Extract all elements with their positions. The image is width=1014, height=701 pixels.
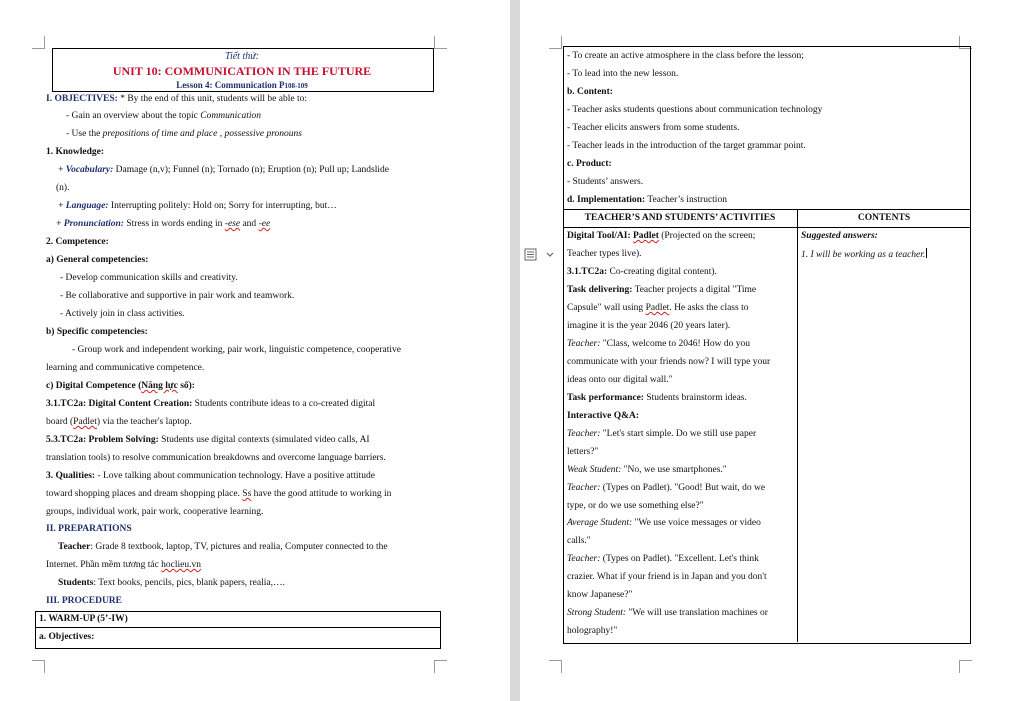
vocabulary-line-cont: (n). bbox=[56, 183, 70, 193]
suggested-answers-label: Suggested answers: bbox=[801, 231, 878, 241]
objective-item: - Use the prepositions of time and place , possessive pronouns bbox=[66, 129, 302, 139]
table-divider bbox=[35, 627, 440, 628]
activity-line: type, or do we use something else?" bbox=[567, 501, 704, 511]
digital-competence-heading: c) Digital Competence (Năng lực số): bbox=[46, 381, 195, 391]
activity-line: know Japanese?" bbox=[567, 590, 633, 600]
students-prep: Students: Text books, pencils, pics, blank papers, realia,…. bbox=[58, 578, 285, 588]
text-cursor bbox=[926, 248, 927, 258]
pronunciation-line: + Pronunciation: Stress in words ending in -ese and -ee bbox=[56, 219, 271, 229]
lesson-title: Lesson 4: Communication P108-109 bbox=[176, 80, 308, 90]
activity-line: 3.1.TC2a: Co-creating digital content). bbox=[567, 267, 717, 277]
page-gutter bbox=[510, 0, 520, 701]
crop-mark bbox=[434, 36, 447, 49]
unit-title: UNIT 10: COMMUNICATION IN THE FUTURE bbox=[112, 64, 372, 78]
language-line: + Language: Interrupting politely: Hold on; Sorry for interrupting, but… bbox=[58, 201, 337, 211]
teacher-prep: Teacher: Grade 8 textbook, laptop, TV, pictures and realia, Computer connected to the bbox=[58, 542, 388, 552]
vocabulary-line: + Vocabulary: Damage (n,v); Funnel (n); Tornado (n); Eruption (n); Pull up; Landslide bbox=[58, 165, 389, 175]
activity-line: ideas onto our digital wall." bbox=[567, 375, 673, 385]
warmup-heading: 1. WARM-UP (5’-IW) bbox=[39, 614, 128, 624]
activity-line: Weak Student: "No, we use smartphones." bbox=[567, 465, 727, 475]
qualities-line-cont: toward shopping places and dream shopping place. Ss have the good attitude to working in bbox=[46, 489, 392, 499]
crop-mark bbox=[549, 36, 562, 49]
specific-item-cont: learning and communicative competence. bbox=[46, 363, 205, 373]
product-item: - Students’ answers. bbox=[567, 177, 644, 187]
col-header-contents: CONTENTS bbox=[857, 213, 911, 223]
activity-line: holography!" bbox=[567, 626, 618, 636]
content-item: - Teacher elicits answers from some students. bbox=[567, 123, 740, 133]
activity-line: crazier. What if your friend is in Japan and you don't bbox=[567, 572, 767, 582]
crop-mark bbox=[549, 660, 562, 673]
objective-item: - To create an active atmosphere in the class before the lesson; bbox=[567, 51, 804, 61]
qualities-line: 3. Qualities: - Love talking about communication technology. Have a positive attitude bbox=[46, 471, 375, 481]
activity-line: Teacher: (Types on Padlet). "Excellent. Let's think bbox=[567, 554, 759, 564]
objective-item: - To lead into the new lesson. bbox=[567, 69, 679, 79]
content-item: - Teacher leads in the introduction of the target grammar point. bbox=[567, 141, 806, 151]
crop-mark bbox=[959, 660, 972, 673]
activity-line: letters?" bbox=[567, 447, 599, 457]
activity-line: Teacher: "Let's start simple. Do we still use paper bbox=[567, 429, 757, 439]
activity-line: Digital Tool/AI: Padlet (Projected on the screen; bbox=[567, 231, 756, 241]
activity-line: Average Student: "We use voice messages or video bbox=[567, 518, 761, 528]
activity-line: Teacher types live). bbox=[567, 249, 642, 259]
preparations-heading: II. PREPARATIONS bbox=[46, 524, 132, 534]
activity-line: Task delivering: Teacher projects a digital "Time bbox=[567, 285, 757, 295]
qualities-line-cont2: groups, individual work, pair work, cooperative learning. bbox=[46, 507, 264, 517]
crop-mark bbox=[434, 660, 447, 673]
column-divider bbox=[797, 209, 798, 642]
period-label: Tiết thứ: bbox=[224, 51, 260, 62]
competence-heading: 2. Competence: bbox=[46, 237, 109, 247]
activity-line: Strong Student: "We will use translation machines or bbox=[567, 608, 768, 618]
table-handle-icon bbox=[523, 245, 559, 265]
activity-line: calls." bbox=[567, 536, 591, 546]
general-item: - Develop communication skills and creativity. bbox=[60, 273, 238, 283]
tc-content-creation: 3.1.TC2a: Digital Content Creation: Students contribute ideas to a co-created digital bbox=[46, 399, 376, 409]
general-competencies-heading: a) General competencies: bbox=[46, 255, 149, 265]
activity-line: Capsule" wall using Padlet. He asks the class to bbox=[567, 303, 749, 313]
col-header-activities: TEACHER’S AND STUDENTS’ ACTIVITIES bbox=[584, 213, 776, 223]
knowledge-heading: 1. Knowledge: bbox=[46, 147, 105, 157]
general-item: - Be collaborative and supportive in pair work and teamwork. bbox=[60, 291, 295, 301]
crop-mark bbox=[32, 660, 45, 673]
tc-problem-solving-cont: translation tools) to resolve communication breakdowns and overcome language barriers. bbox=[46, 453, 386, 463]
document-page-2 bbox=[520, 0, 1014, 701]
header-row-bottom bbox=[563, 227, 970, 228]
tc-content-creation-cont: board (Padlet) via the teacher's laptop. bbox=[46, 417, 192, 427]
activity-line: communicate with your friends now? I will type your bbox=[567, 357, 771, 367]
teacher-prep-cont: Internet. Phần mềm tương tác hoclieu.vn bbox=[46, 560, 202, 570]
activity-line: Teacher: (Types on Padlet). "Good! But wait, do we bbox=[567, 483, 766, 493]
activity-line: imagine it is the year 2046 (20 years later). bbox=[567, 321, 731, 331]
content-heading: b. Content: bbox=[567, 87, 613, 97]
header-row-top bbox=[563, 209, 970, 210]
specific-competencies-heading: b) Specific competencies: bbox=[46, 327, 148, 337]
activity-line: Interactive Q&A: bbox=[567, 411, 640, 421]
suggested-answer[interactable]: 1. I will be working as a teacher. bbox=[801, 250, 926, 260]
activity-line: Task performance: Students brainstorm ideas. bbox=[567, 393, 747, 403]
objectives-subheading: a. Objectives: bbox=[39, 632, 95, 642]
general-item: - Actively join in class activities. bbox=[60, 309, 185, 319]
crop-mark bbox=[32, 36, 45, 49]
procedure-heading: III. PROCEDURE bbox=[46, 596, 123, 606]
content-item: - Teacher asks students questions about communication technology bbox=[567, 105, 823, 115]
implementation-line: d. Implementation: Teacher’s instruction bbox=[567, 195, 727, 205]
specific-item: - Group work and independent working, pair work, linguistic competence, cooperative bbox=[72, 345, 401, 355]
activity-line: Teacher: "Class, welcome to 2046! How do you bbox=[567, 339, 750, 349]
objective-item: - Gain an overview about the topic Communication bbox=[66, 111, 261, 121]
tc-problem-solving: 5.3.TC2a: Problem Solving: Students use digital contexts (simulated video calls, AI bbox=[46, 435, 370, 445]
objectives-heading: I. OBJECTIVES: * By the end of this unit, students will be able to: bbox=[46, 94, 308, 104]
table-move-handle[interactable] bbox=[523, 245, 559, 265]
product-heading: c. Product: bbox=[567, 159, 612, 169]
